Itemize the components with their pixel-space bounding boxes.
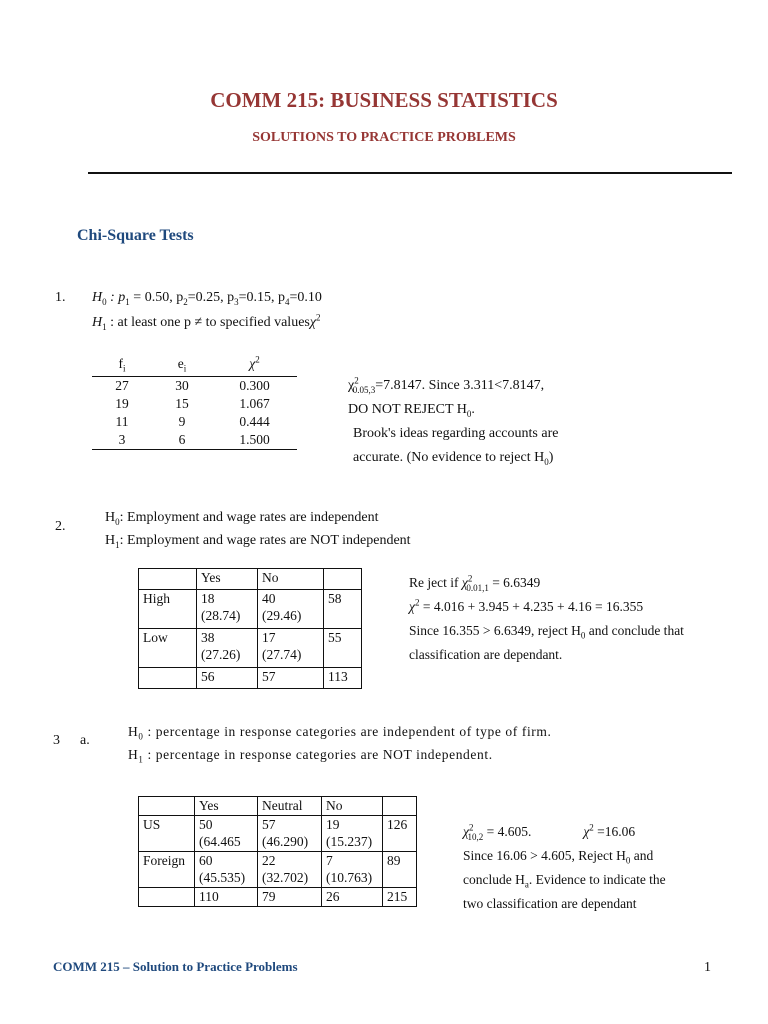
- problem-2-number: 2.: [55, 519, 66, 534]
- table-row: 56 57 113: [139, 668, 362, 689]
- problem-1-h1: $H_1$ : at least one p ≠ to specified valuesχ$^2$: [92, 312, 321, 332]
- document-title: COMM 215: BUSINESS STATISTICS: [210, 88, 558, 112]
- table-header: $f_i$: [92, 352, 152, 377]
- problem-1-frequency-table: [92, 352, 297, 450]
- document-subtitle: SOLUTIONS TO PRACTICE PROBLEMS: [252, 130, 516, 145]
- problem-1-number: 1.: [55, 290, 66, 305]
- problem-1-h0: $H_0$ : $p_1 = 0.50$, $p_2=0.25$, $p_3=0.15$, $p_4=0.10$: [92, 290, 322, 307]
- table-row: 19 15 1.067: [115, 396, 270, 411]
- table-row: Foreign 60 (45.535) 22 (32.702) 7 (10.763) 89: [139, 852, 417, 888]
- table-header: $e_i$: [152, 352, 212, 377]
- table-row: Yes No: [139, 569, 362, 590]
- problem-3-letter: a.: [80, 733, 90, 748]
- problem-2-conclusion: Re ject if $\chi^2_{0.01,1} = 6.6349$ $\chi^2 = 4.016 + 3.945 + 4.235 + 4.16 = 16.355$ Since 16.355 > 6.6349, reject $H_0$ and conclude that classification are dependant.: [409, 573, 684, 662]
- problem-3-conclusion: $\chi^2_{10,2} = 4.605$. $\chi^2 =16.06$ Since 16.06 > 4.605, Reject $H_0$ and conclude $H_a$. Evidence to indicate the two classification are dependant: [463, 822, 666, 911]
- page-number: 1: [704, 960, 711, 975]
- table-row: Yes Neutral No: [139, 797, 417, 816]
- table-row: High 18 (28.74) 40 (29.46) 58: [139, 590, 362, 629]
- problem-1-conclusion: $\chi^2_{0.05,3}=7.8147$. Since 3.311<7.8147, DO NOT REJECT $H_0$. Brook's ideas regarding accounts are accurate. (No evidence to reject $H_0$): [348, 375, 559, 467]
- table-row: 11 9 0.444: [115, 414, 270, 429]
- problem-2-hypotheses: $H_0$: Employment and wage rates are independent $H_1$: Employment and wage rates are NOT independent: [105, 510, 411, 550]
- table-row: 110 79 26 215: [139, 888, 417, 907]
- section-title: Chi-Square Tests: [77, 227, 194, 244]
- problem-2-contingency-table: [138, 568, 362, 689]
- header-divider: [88, 172, 732, 174]
- page-footer: COMM 215 – Solution to Practice Problems: [53, 959, 298, 974]
- table-row: US 50 (64.465 57 (46.290) 19 (15.237) 126: [139, 816, 417, 852]
- table-row: 3 6 1.500: [92, 431, 297, 450]
- problem-3-number: 3: [53, 733, 60, 748]
- table-row: 27 30 0.300: [115, 378, 270, 393]
- table-header: $\chi^2$: [212, 352, 297, 377]
- problem-3-hypotheses: $H_0$ : percentage in response categories are independent of type of firm. $H_1$ : percentage in response categories are NOT independent.: [128, 724, 552, 765]
- problem-3-contingency-table: [138, 796, 417, 907]
- table-row: Low 38 (27.26) 17 (27.74) 55: [139, 629, 362, 668]
